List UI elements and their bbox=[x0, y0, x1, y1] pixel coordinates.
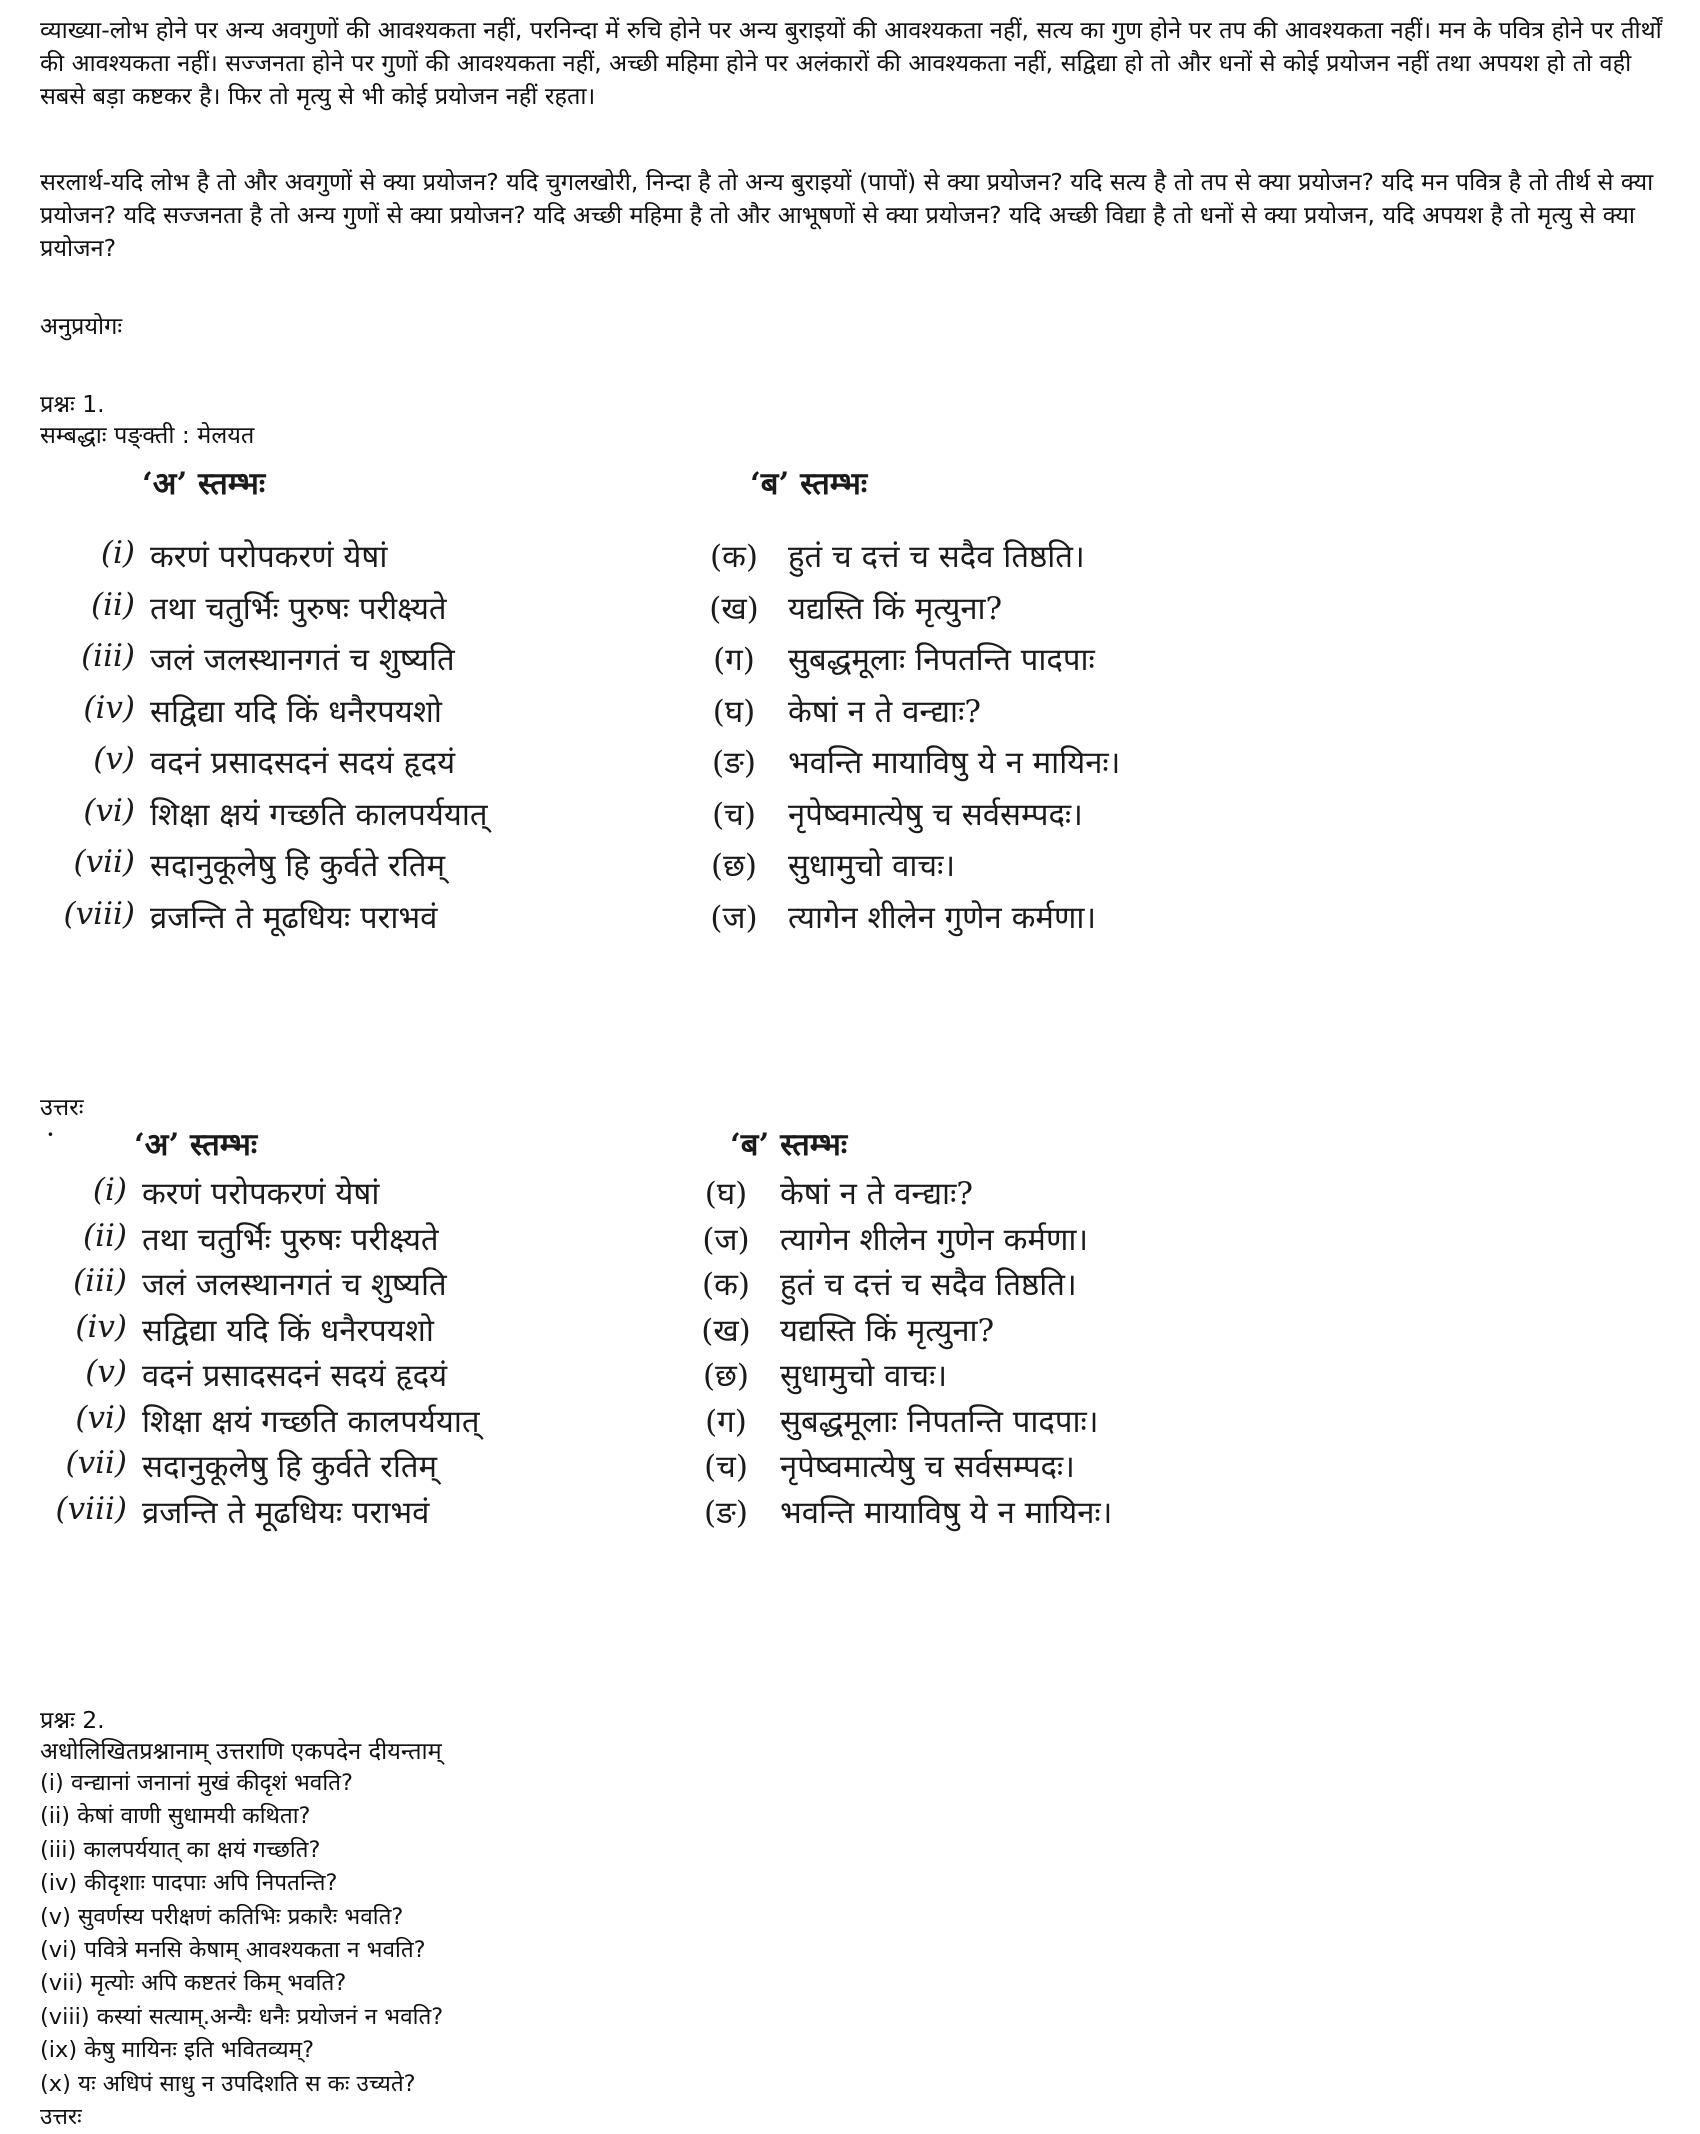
row-number: (viii) bbox=[55, 1490, 127, 1527]
column-a-header: ‘अ’ स्तम्भः bbox=[142, 466, 266, 502]
answer-column-a-header: ‘अ’ स्तम्भः bbox=[134, 1127, 258, 1163]
column-b-text: सुबद्धमूलाः निपतन्ति पादपाः। bbox=[780, 1403, 1099, 1440]
column-b-text: हुतं च दत्तं च सदैव तिष्ठति। bbox=[780, 1267, 1077, 1303]
row-number: (vii) bbox=[73, 844, 135, 880]
list-item: (v) सुवर्णस्य परीक्षणं कतिभिः प्रकारैः भवति? bbox=[40, 1903, 404, 1930]
column-a-text: जलं जलस्थानगतं च शुष्यति bbox=[142, 1267, 447, 1303]
list-item: (vi) पवित्रे मनसि केषाम् आवश्यकता न भवति? bbox=[40, 1937, 426, 1964]
table-row bbox=[65, 1445, 1182, 1491]
q2-question-list bbox=[40, 1767, 443, 2134]
row-number: (iii) bbox=[81, 638, 135, 674]
scan-dot: · bbox=[46, 1118, 55, 1151]
row-number: (v) bbox=[85, 1354, 127, 1390]
table-row bbox=[90, 535, 1190, 581]
q2-answer-label: उत्तरः bbox=[40, 2104, 82, 2131]
list-item: (vii) मृत्योः अपि कष्टतरं किम् भवति? bbox=[40, 1970, 347, 1997]
column-a-text: वदनं प्रसादसदनं सदयं हृदयं bbox=[142, 1358, 448, 1394]
q1-instruction: सम्बद्धाः पङ्क्ती : मेलयत bbox=[40, 421, 255, 449]
list-item: (iii) कालपर्ययात् का क्षयं गच्छति? bbox=[40, 1836, 321, 1863]
column-b-key: (च) bbox=[712, 796, 756, 833]
row-number: (ii) bbox=[82, 1217, 127, 1254]
column-b-text: नृपेष्वमात्येषु च सर्वसम्पदः। bbox=[788, 796, 1083, 833]
column-a-text: वदनं प्रसादसदनं सदयं हृदयं bbox=[150, 745, 456, 781]
row-number: (v) bbox=[93, 741, 135, 777]
column-b-key: (च) bbox=[704, 1449, 748, 1485]
column-b-text: भवन्ति मायाविषु ये न मायिनः। bbox=[788, 745, 1121, 781]
column-b-text: त्यागेन शीलेन गुणेन कर्मणा। bbox=[788, 899, 1097, 936]
column-b-text: यद्यस्ति किं मृत्युना? bbox=[780, 1312, 995, 1349]
column-b-text: त्यागेन शीलेन गुणेन कर्मणा। bbox=[780, 1221, 1089, 1258]
q1-number: प्रश्नः 1. bbox=[40, 390, 105, 418]
column-a-text: करणं परोपकरणं येषां bbox=[142, 1176, 380, 1212]
row-number: (vi) bbox=[83, 792, 135, 829]
list-item: (viii) कस्यां सत्याम्.अन्यैः धनैः प्रयोजनं न भवति? bbox=[40, 2003, 444, 2030]
row-number: (iv) bbox=[75, 1308, 127, 1345]
column-b-key: (ज) bbox=[710, 899, 758, 936]
column-b-key: (घ) bbox=[704, 1176, 748, 1212]
table-row bbox=[75, 1308, 1182, 1355]
table-row bbox=[55, 1490, 1182, 1537]
table-row bbox=[75, 1399, 1182, 1446]
list-item: (x) यः अधिपं साधु न उपदिशति स कः उच्यते? bbox=[40, 2070, 416, 2097]
row-number: (viii) bbox=[63, 895, 135, 932]
column-b-text: नृपेष्वमात्येषु च सर्वसम्पदः। bbox=[780, 1449, 1075, 1485]
column-a-text: शिक्षा क्षयं गच्छति कालपर्ययात् bbox=[142, 1403, 480, 1440]
table-row bbox=[81, 638, 1190, 684]
summary-paragraph: सरलार्थ-यदि लोभ है तो और अवगुणों से क्या प्रयोजन? यदि चुगलखोरी, निन्दा है तो अन्य बुराइयों (पापों) से क्या प्रयोजन? यदि सत्य है तो तप से क्या प्रयोजन? यदि मन पवित्र है तो तीर्थ से क्या प्रयोजन? यदि सज्जनता है तो अन्य गुणों से क्या प्रयोजन? यदि अच्छी महिमा है तो और आभूषणों से क्या प्रयोजन? यदि अच्छी विद्या है तो धनों से क्या प्रयोजन, यदि अपयश है तो मृत्यु से क्या प्रयोजन? bbox=[40, 168, 1654, 262]
column-b-key: (ग) bbox=[713, 642, 755, 678]
table-row bbox=[83, 792, 1190, 839]
list-item: (i) वन्द्यानां जनानां मुखं कीदृशं भवति? bbox=[40, 1770, 353, 1796]
column-b-header: ‘ब’ स्तम्भः bbox=[750, 466, 868, 502]
column-a-text: व्रजन्ति ते मूढधियः पराभवं bbox=[142, 1494, 430, 1531]
column-a-text: सद्विद्या यदि किं धनैरपयशो bbox=[150, 693, 442, 730]
column-a-text: करणं परोपकरणं येषां bbox=[150, 539, 388, 575]
row-number: (iii) bbox=[73, 1263, 127, 1299]
column-b-text: भवन्ति मायाविषु ये न मायिनः। bbox=[780, 1494, 1113, 1531]
table-row bbox=[82, 1354, 1182, 1400]
table-row bbox=[83, 689, 1190, 736]
q2-number: प्रश्नः 2. bbox=[40, 1706, 105, 1734]
column-b-text: सुधामुचो वाचः। bbox=[788, 848, 956, 884]
column-b-key: (क) bbox=[702, 1267, 750, 1303]
table-row bbox=[90, 741, 1190, 787]
column-b-key: (ङ) bbox=[704, 1494, 748, 1531]
column-b-key: (ङ) bbox=[712, 745, 756, 781]
column-b-text: यद्यस्ति किं मृत्युना? bbox=[788, 590, 1003, 627]
column-b-text: सुधामुचो वाचः। bbox=[780, 1358, 948, 1394]
column-a-text: शिक्षा क्षयं गच्छति कालपर्ययात् bbox=[150, 796, 488, 833]
explanation-paragraph: व्याख्या-लोभ होने पर अन्य अवगुणों की आवश्यकता नहीं, परनिन्दा में रुचि होने पर अन्य बुराइयों की आवश्यकता नहीं, सत्य का गुण होने पर तप की आवश्यकता नहीं। मन के पवित्र होने पर तीर्थों की आवश्यकता नहीं। सज्जनता होने पर गुणों की आवश्यकता नहीं, अच्छी महिमा होने पर अलंकारों की आवश्यकता नहीं, सद्विद्या हो तो और धनों से कोई प्रयोजन नहीं तथा अपयश हो तो वही सबसे बड़ा कष्टकर है। फिर तो मृत्यु से भी कोई प्रयोजन नहीं रहता। bbox=[40, 16, 1662, 110]
column-b-key: (घ) bbox=[712, 693, 756, 730]
answer-column-b-header: ‘ब’ स्तम्भः bbox=[730, 1127, 848, 1163]
row-number: (vi) bbox=[75, 1399, 127, 1436]
column-a-text: व्रजन्ति ते मूढधियः पराभवं bbox=[150, 899, 438, 936]
row-number: (i) bbox=[100, 535, 135, 571]
column-b-text: सुबद्धमूलाः निपतन्ति पादपाः bbox=[788, 642, 1095, 678]
column-b-key: (ज) bbox=[702, 1221, 750, 1258]
column-b-text: हुतं च दत्तं च सदैव तिष्ठति। bbox=[788, 539, 1085, 575]
row-number: (i) bbox=[92, 1172, 127, 1208]
q1-answer-label: उत्तरः bbox=[40, 1093, 84, 1121]
column-a-text: जलं जलस्थानगतं च शुष्यति bbox=[150, 642, 455, 678]
column-b-text: केषां न ते वन्द्याः? bbox=[780, 1176, 973, 1212]
column-b-text: केषां न ते वन्द्याः? bbox=[788, 693, 981, 730]
table-row bbox=[82, 1218, 1182, 1264]
column-a-text: सद्विद्या यदि किं धनैरपयशो bbox=[142, 1312, 434, 1349]
column-b-key: (छ) bbox=[703, 1358, 749, 1394]
exercise-heading: अनुप्रयोगः bbox=[40, 312, 123, 340]
list-item: (ix) केषु मायिनः इति भवितव्यम्? bbox=[40, 2037, 315, 2064]
column-b-key: (ग) bbox=[705, 1403, 747, 1440]
table-row bbox=[82, 1172, 1182, 1218]
column-b-key: (ख) bbox=[709, 590, 759, 627]
column-b-key: (छ) bbox=[711, 848, 757, 884]
q2-instruction: अधोलिखितप्रश्नानाम् उत्तराणि एकपदेन दीयन्ताम् bbox=[40, 1737, 442, 1765]
column-a-text: तथा चतुर्भिः पुरुषः परीक्ष्यते bbox=[150, 590, 447, 627]
row-number: (vii) bbox=[65, 1445, 127, 1481]
list-item: (iv) कीदृशाः पादपाः अपि निपतन्ति? bbox=[40, 1870, 338, 1897]
table-row bbox=[73, 844, 1190, 890]
table-row bbox=[63, 895, 1190, 942]
column-b-key: (ख) bbox=[701, 1312, 751, 1349]
row-number: (iv) bbox=[83, 689, 135, 726]
table-row bbox=[73, 1263, 1182, 1309]
column-a-text: तथा चतुर्भिः पुरुषः परीक्ष्यते bbox=[142, 1221, 439, 1258]
table-row bbox=[90, 587, 1190, 633]
list-item: (ii) केषां वाणी सुधामयी कथिता? bbox=[40, 1803, 311, 1830]
column-b-key: (क) bbox=[710, 539, 758, 575]
column-a-text: सदानुकूलेषु हि कुर्वते रतिम् bbox=[150, 848, 446, 884]
row-number: (ii) bbox=[90, 586, 135, 623]
column-a-text: सदानुकूलेषु हि कुर्वते रतिम् bbox=[142, 1449, 438, 1485]
